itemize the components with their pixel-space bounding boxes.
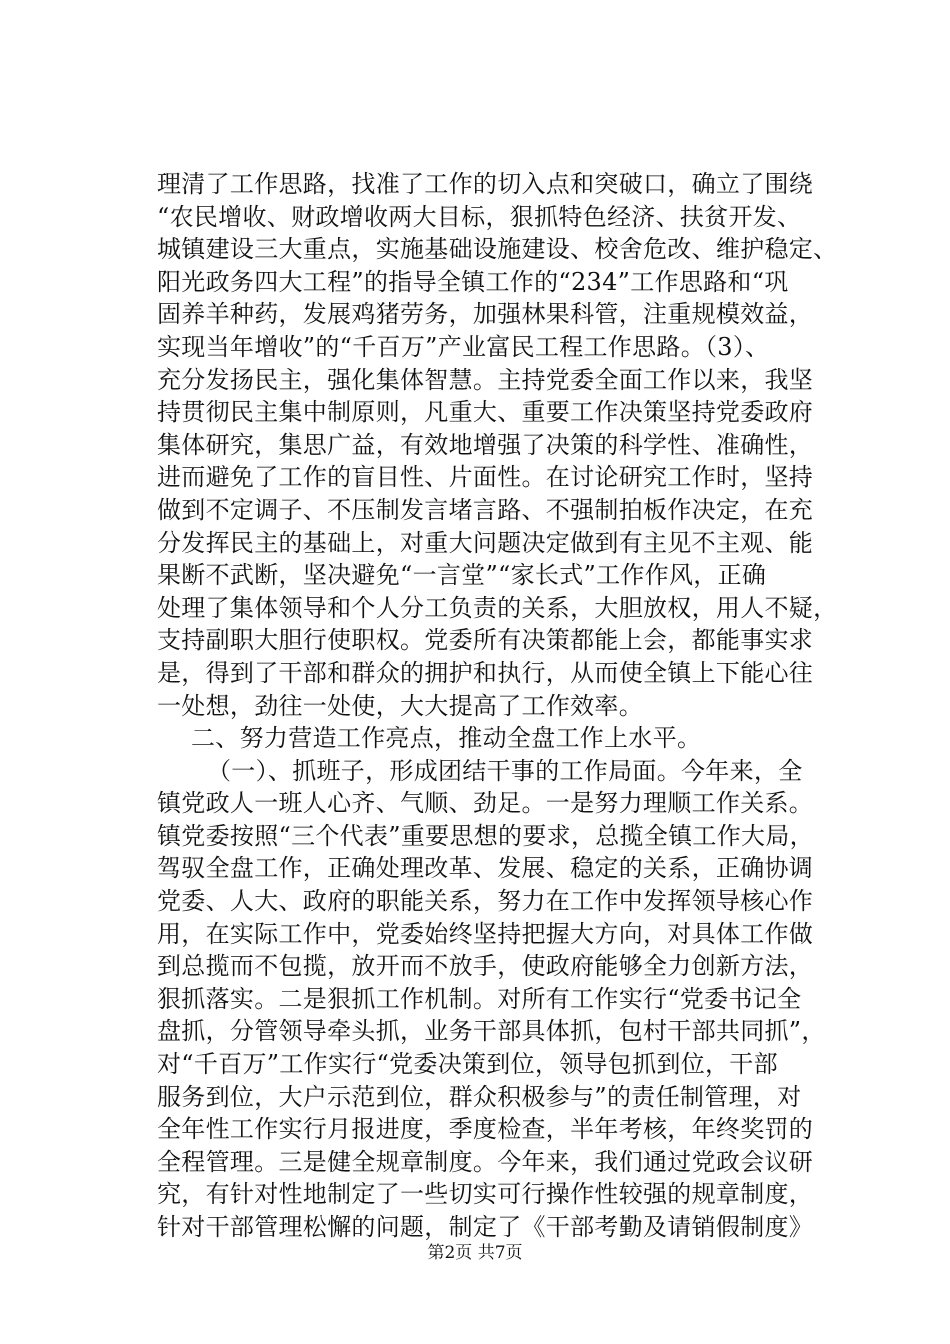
text-line: 党委、人大、政府的职能关系，努力在工作中发挥领导核心作: [157, 887, 814, 916]
text-line: 全年性工作实行月报进度，季度检查，半年考核，年终奖罚的: [157, 1115, 814, 1144]
text-line: （一）、抓班子，形成团结干事的工作局面。今年来，全: [207, 756, 803, 785]
text-line: 固养羊种药，发展鸡猪劳务，加强林果科管，注重规模效益，: [157, 300, 814, 329]
text-line: 服务到位，大户示范到位，群众积极参与”的责任制管理，对: [157, 1082, 802, 1111]
text-line: 实现当年增收”的“千百万”产业富民工程工作思路。（3）、: [157, 332, 770, 361]
text-line: 处理了集体领导和个人分工负责的关系，大胆放权，用人不疑，: [157, 593, 838, 622]
text-line: 进而避免了工作的盲目性、片面性。在讨论研究工作时，坚持: [157, 463, 814, 492]
text-line: 支持副职大胆行使职权。党委所有决策都能上会，都能事实求: [157, 626, 814, 655]
text-line: 分发挥民主的基础上，对重大问题决定做到有主见不主观、能: [157, 528, 814, 557]
text-line: 驾驭全盘工作，正确处理改革、发展、稳定的关系，正确协调: [157, 854, 814, 883]
text-line: “农民增收、财政增收两大目标，狠抓特色经济、扶贫开发、: [157, 202, 802, 231]
text-line: 镇党委按照“三个代表”重要思想的要求，总揽全镇工作大局，: [157, 821, 814, 850]
text-line: 全程管理。三是健全规章制度。今年来，我们通过党政会议研: [157, 1147, 814, 1176]
text-line: 果断不武断，坚决避免“一言堂”“家长式”工作作风，正确: [157, 561, 767, 590]
text-line: 一处想，劲往一处使，大大提高了工作效率。: [157, 691, 643, 720]
text-line: 做到不定调子、不压制发言堵言路、不强制拍板作决定，在充: [157, 495, 814, 524]
text-line: 究，有针对性地制定了一些切实可行操作性较强的规章制度，: [157, 1180, 814, 1209]
text-line: 到总揽而不包揽，放开而不放手，使政府能够全力创新方法，: [157, 952, 814, 981]
body-text: [157, 168, 838, 1244]
text-line: 针对干部管理松懈的问题，制定了《干部考勤及请销假制度》: [157, 1213, 814, 1241]
text-line: 集体研究，集思广益，有效地增强了决策的科学性、准确性，: [157, 430, 814, 459]
text-line: 镇党政人一班人心齐、气顺、劲足。一是努力理顺工作关系。: [157, 789, 814, 818]
text-line: 用，在实际工作中，党委始终坚持把握大方向，对具体工作做: [157, 919, 814, 948]
text-line: 城镇建设三大重点，实施基础设施建设、校舍危改、维护稳定、: [157, 235, 838, 264]
text-line: 是，得到了干部和群众的拥护和执行，从而使全镇上下能心往: [157, 658, 814, 687]
text-line: 充分发扬民主，强化集体智慧。主持党委全面工作以来，我坚: [157, 365, 814, 394]
section-heading: 二、努力营造工作亮点，推动全盘工作上水平。: [191, 724, 702, 753]
text-line: 对“千百万”工作实行“党委决策到位，领导包抓到位，干部: [157, 1050, 778, 1079]
text-line: 持贯彻民主集中制原则，凡重大、重要工作决策坚持党委政府: [157, 398, 814, 427]
text-line: 盘抓，分管领导牵头抓，业务干部具体抓，包村干部共同抓”，: [157, 1017, 826, 1046]
page-footer: 第2页 共7页: [427, 1243, 523, 1263]
text-line: 阳光政务四大工程”的指导全镇工作的“234”工作思路和“巩: [157, 267, 789, 296]
text-line: 狠抓落实。二是狠抓工作机制。对所有工作实行“党委书记全: [157, 984, 802, 1013]
text-line: 理清了工作思路，找准了工作的切入点和突破口，确立了围绕: [157, 170, 814, 198]
